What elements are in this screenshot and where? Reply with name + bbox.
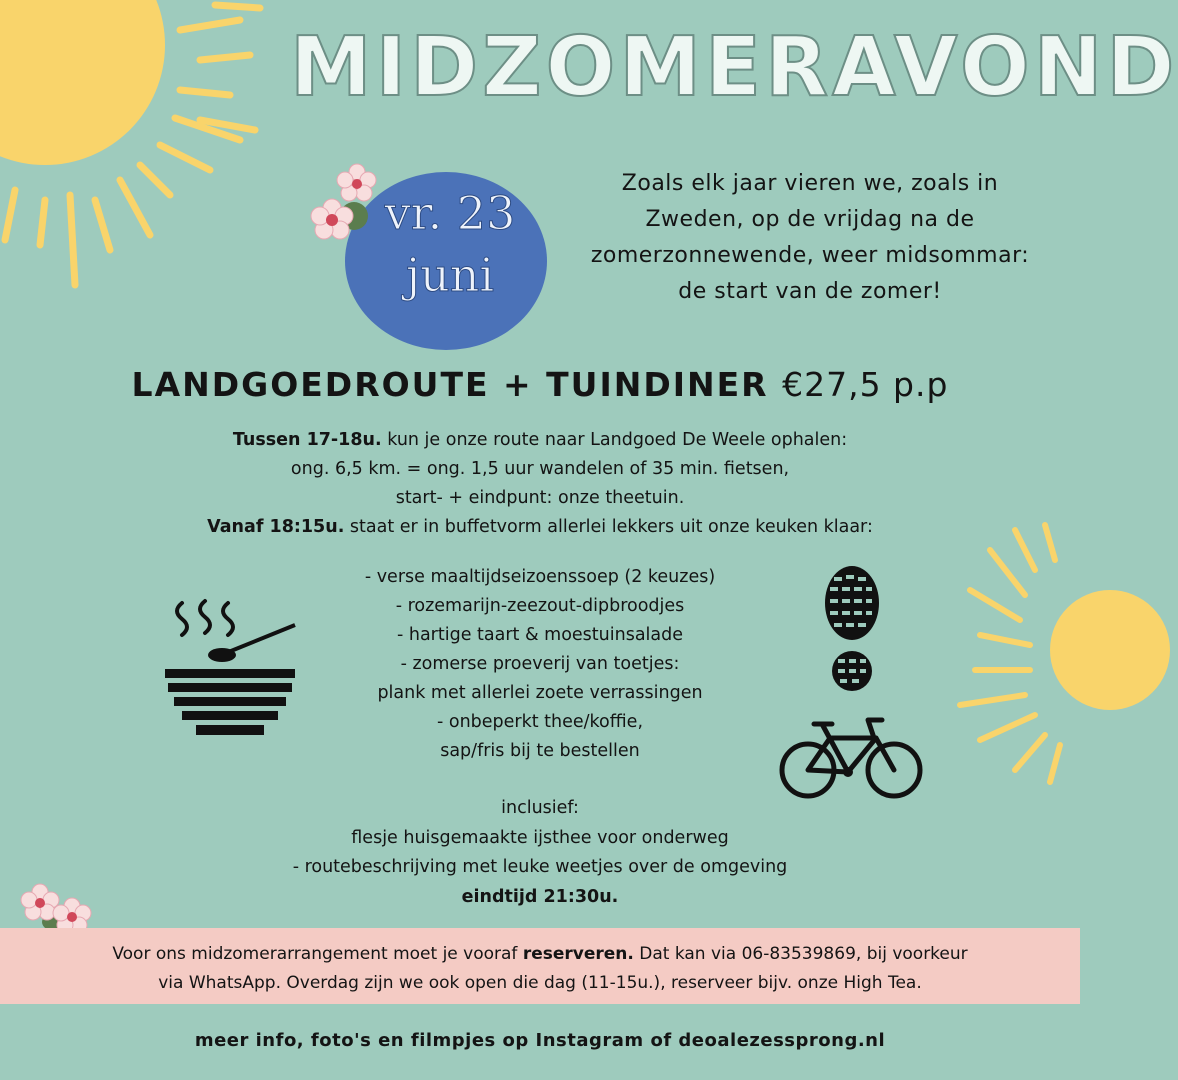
- reservation-text: Voor ons midzomerarrangement moet je vooraf reserveren. Dat kan via 06-83539869, bij voorkeur via WhatsApp. Overdag zijn we ook open die dag (11-15u.), reserveer bijv. onze High Tea.: [112, 944, 968, 993]
- bicycle-icon: [778, 716, 926, 802]
- intro-text: Zoals elk jaar vieren we, zoals in Zweden, op de vrijdag na de zomerzonnewende, weer midsommar: de start van de zomer!: [590, 171, 1030, 304]
- headline: [0, 360, 1080, 410]
- menu-list: [300, 563, 780, 766]
- list-item: - hartige taart & moestuinsalade: [396, 625, 684, 645]
- soup-bowl-icon: [160, 595, 300, 740]
- end-time: eindtijd 21:30u.: [461, 886, 619, 907]
- date-month: juni: [405, 248, 495, 302]
- list-item: sap/fris bij te bestellen: [440, 741, 640, 761]
- date-day: vr. 23: [384, 186, 516, 240]
- headline-main: LANDGOEDROUTE + TUINDINER: [131, 365, 769, 404]
- list-item: - onbeperkt thee/koffie,: [436, 712, 644, 732]
- footprint-icon: [822, 565, 882, 695]
- sun-icon: [930, 520, 1080, 790]
- list-item: - zomerse proeverij van toetjes:: [400, 654, 680, 674]
- inclusive-text: inclusief: flesje huisgemaakte ijsthee voor onderweg - routebeschrijving met leuke weetjes over de omgeving eindtijd 21:30u.: [292, 798, 788, 907]
- info-text: Tussen 17-18u. kun je onze route naar Landgoed De Weele ophalen: ong. 6,5 km. = ong. 1,5 uur wandelen of 35 min. fietsen, start- + eindpunt: onze theetuin. Vanaf 18:15u. staat er in buffetvorm allerlei lekkers uit onze keuken klaar:: [207, 430, 873, 537]
- flower-icon: [302, 158, 382, 254]
- page-title: MIDZOMERAVOND: [290, 20, 1178, 115]
- list-item: plank met allerlei zoete verrassingen: [377, 683, 703, 703]
- list-item: - rozemarijn-zeezout-dipbroodjes: [395, 596, 685, 616]
- headline-price: €27,5 p.p: [782, 365, 949, 404]
- list-item: - verse maaltijdseizoenssoep (2 keuzes): [364, 567, 716, 587]
- sun-icon: [0, 0, 320, 300]
- footer-text: meer info, foto's en filmpjes op Instagram of deoalezessprong.nl: [194, 1030, 886, 1051]
